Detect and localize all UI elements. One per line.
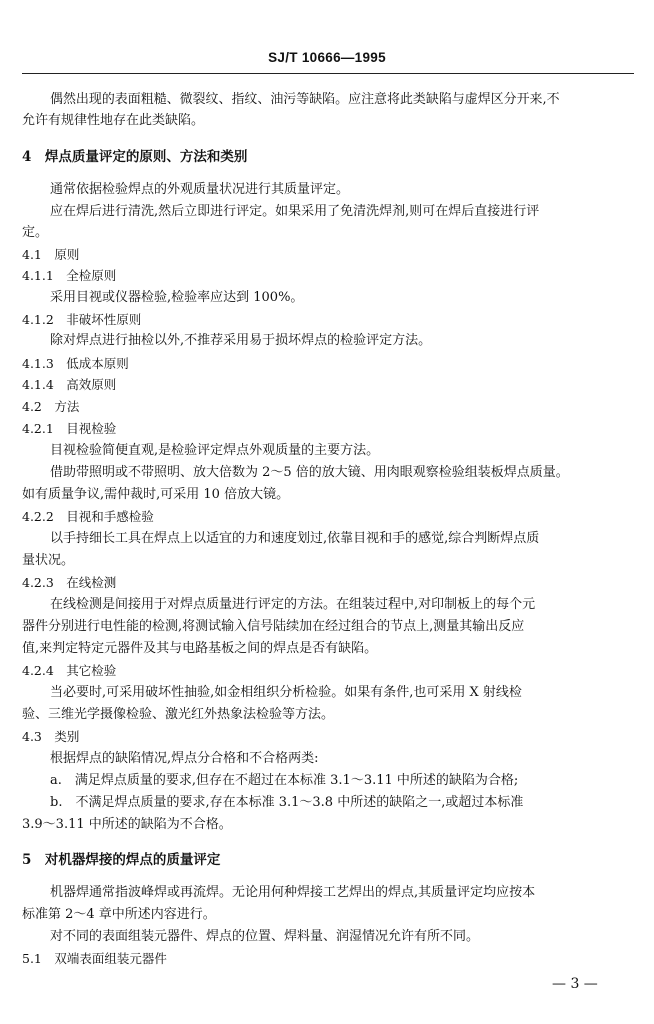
subsection-heading: 4.2.3 在线检测 <box>22 575 117 590</box>
para-line: 在线检测是间接用于对焊点质量进行评定的方法。在组装过程中,对印制板上的每个元 <box>50 597 536 612</box>
subsection-heading: 5.1 双端表面组装元器件 <box>22 951 167 966</box>
para-line: 以手持细长工具在焊点上以适宜的力和速度划过,依靠目视和手的感觉,综合判断焊点质 <box>50 531 540 546</box>
subsection-heading: 4.1.1 全检原则 <box>22 268 117 283</box>
para-line: 借助带照明或不带照明、放大倍数为 2～5 倍的放大镜、用肉眼观察检验组装板焊点质量。 <box>50 465 569 480</box>
para-line: 标准第 2～4 章中所述内容进行。 <box>22 907 216 922</box>
para-line: 器件分别进行电性能的检测,将测试输入信号陆续加在经过组合的节点上,测量其输出反应 <box>22 619 525 634</box>
subsection-heading: 4.3 类别 <box>22 729 80 744</box>
subsection-heading: 4.2.4 其它检验 <box>22 663 117 678</box>
subsection-heading: 4.1.4 高效原则 <box>22 377 117 392</box>
para-line: 对不同的表面组装元器件、焊点的位置、焊料量、润湿情况允许有所不同。 <box>50 929 480 944</box>
para-line: 采用目视或仪器检验,检验率应达到 100%。 <box>50 290 304 305</box>
subsection-heading: 4.1.3 低成本原则 <box>22 356 129 371</box>
subsection-heading: 4.1 原则 <box>22 247 80 262</box>
subsection-heading: 4.1.2 非破坏性原则 <box>22 312 142 327</box>
list-item-a: a. 满足焊点质量的要求,但存在不超过在本标准 3.1～3.11 中所述的缺陷为合格; <box>50 773 519 788</box>
para-line: 偶然出现的表面粗糙、微裂纹、指纹、油污等缺陷。应注意将此类缺陷与虚焊区分开来,不 <box>50 92 560 107</box>
page-number: — 3 — <box>552 976 598 992</box>
para-line: 根据焊点的缺陷情况,焊点分合格和不合格两类: <box>50 751 319 766</box>
para-line: 值,来判定特定元器件及其与电路基板之间的焊点是否有缺陷。 <box>22 641 378 656</box>
subsection-heading: 4.2 方法 <box>22 399 80 414</box>
subsection-heading: 4.2.1 目视检验 <box>22 421 117 436</box>
subsection-heading: 4.2.2 目视和手感检验 <box>22 509 154 524</box>
list-item-b: b. 不满足焊点质量的要求,存在本标准 3.1～3.8 中所述的缺陷之一,或超过本标准 <box>50 795 524 810</box>
para-line: 通常依据检验焊点的外观质量状况进行其质量评定。 <box>50 182 350 197</box>
header-rule <box>22 73 634 74</box>
section-heading-5: 5 对机器焊接的焊点的质量评定 <box>22 852 221 868</box>
para-line: 定。 <box>22 225 49 240</box>
para-line: 除对焊点进行抽检以外,不推荐采用易于损坏焊点的检验评定方法。 <box>50 333 432 348</box>
para-line: 3.9～3.11 中所述的缺陷为不合格。 <box>22 817 232 832</box>
header-standard-code: SJ/T 10666—1995 <box>268 50 386 65</box>
para-line: 机器焊通常指波峰焊或再流焊。无论用何种焊接工艺焊出的焊点,其质量评定均应按本 <box>50 885 536 900</box>
para-line: 应在焊后进行清洗,然后立即进行评定。如果采用了免清洗焊剂,则可在焊后直接进行评 <box>50 204 540 219</box>
para-line: 允许有规律性地存在此类缺陷。 <box>22 113 205 128</box>
section-heading-4: 4 焊点质量评定的原则、方法和类别 <box>22 149 248 165</box>
para-line: 当必要时,可采用破坏性抽验,如金相组织分析检验。如果有条件,也可采用 X 射线检 <box>50 685 522 700</box>
para-line: 如有质量争议,需仲裁时,可采用 10 倍放大镜。 <box>22 487 290 502</box>
para-line: 量状况。 <box>22 553 75 568</box>
para-line: 目视检验简便直观,是检验评定焊点外观质量的主要方法。 <box>50 443 380 458</box>
para-line: 验、三维光学摄像检验、激光红外热象法检验等方法。 <box>22 707 335 722</box>
